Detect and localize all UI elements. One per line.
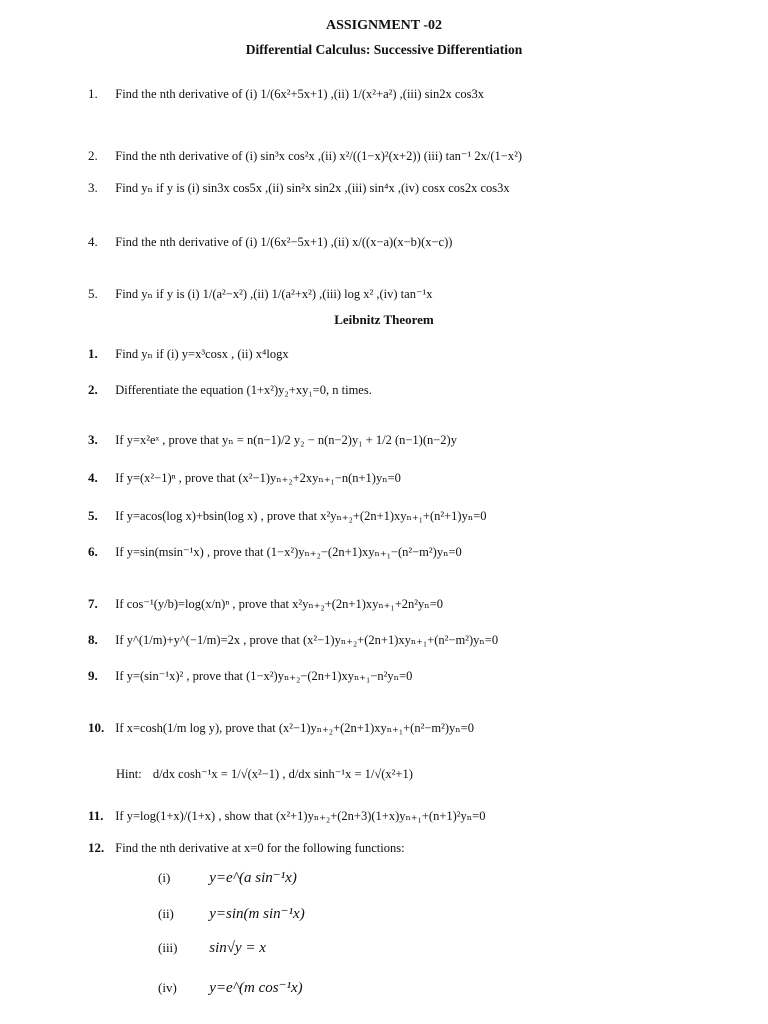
sub-item-ii: (ii) y=sin(m sin⁻¹x) — [158, 906, 305, 922]
hint-text: d/dx cosh⁻¹x = 1/√(x²−1) , d/dx sinh⁻¹x = 1/√(x²+1) — [152, 767, 413, 781]
problem-2-6: 6. If y=sin(msin⁻¹x) , prove that (1−x²)yₙ₊₂−(2n+1)xyₙ₊₁−(n²−m²)yₙ=0 — [88, 544, 462, 559]
problem-text: Find yₙ if y is (i) sin3x cos5x ,(ii) sin²x sin2x ,(iii) sin⁴x ,(iv) cosx cos2x cos3x — [115, 181, 510, 195]
problem-2-5: 5. If y=acos(log x)+bsin(log x) , prove that x²yₙ₊₂+(2n+1)xyₙ₊₁+(n²+1)yₙ=0 — [88, 508, 487, 523]
problem-text: Find the nth derivative at x=0 for the following functions: — [115, 841, 405, 855]
problem-text: If y=(sin⁻¹x)² , prove that (1−x²)yₙ₊₂−(2n+1)xyₙ₊₁−n²yₙ=0 — [115, 669, 413, 683]
problem-text: Find yₙ if y is (i) 1/(a²−x²) ,(ii) 1/(a²+x²) ,(iii) log x² ,(iv) tan⁻¹x — [115, 287, 433, 301]
problem-text: Find yₙ if (i) y=x³cosx , (ii) x⁴logx — [115, 347, 289, 361]
problem-text: If y=log(1+x)/(1+x) , show that (x²+1)yₙ₊₂+(2n+3)(1+x)yₙ₊₁+(n+1)²yₙ=0 — [115, 809, 486, 823]
problem-1-4: 4. Find the nth derivative of (i) 1/(6x²−5x+1) ,(ii) x/((x−a)(x−b)(x−c)) — [88, 234, 453, 249]
problem-2-4: 4. If y=(x²−1)ⁿ , prove that (x²−1)yₙ₊₂+2xyₙ₊₁−n(n+1)yₙ=0 — [88, 470, 401, 485]
page-subtitle: Differential Calculus: Successive Differentiation — [245, 42, 523, 57]
problem-1-1: 1. Find the nth derivative of (i) 1/(6x²+5x+1) ,(ii) 1/(x²+a²) ,(iii) sin2x cos3x — [88, 86, 485, 101]
problem-2-2: 2. Differentiate the equation (1+x²)y₂+xy₁=0, n times. — [88, 382, 372, 397]
problem-text: If cos⁻¹(y/b)=log(x/n)ⁿ , prove that x²yₙ₊₂+(2n+1)xyₙ₊₁+2n²yₙ=0 — [115, 597, 443, 611]
problem-2-7: 7. If cos⁻¹(y/b)=log(x/n)ⁿ , prove that x²yₙ₊₂+(2n+1)xyₙ₊₁+2n²yₙ=0 — [88, 596, 443, 611]
problem-2-9: 9. If y=(sin⁻¹x)² , prove that (1−x²)yₙ₊₂−(2n+1)xyₙ₊₁−n²yₙ=0 — [88, 668, 413, 683]
problem-text: If y=x²eˣ , prove that yₙ = n(n−1)/2 y₂ − n(n−2)y₁ + 1/2 (n−1)(n−2)y — [115, 433, 457, 447]
problem-2-12: 12. Find the nth derivative at x=0 for the following functions: — [88, 840, 405, 855]
page-title: ASSIGNMENT -02 — [325, 18, 443, 33]
problem-2-10: 10. If x=cosh(1/m log y), prove that (x²−1)yₙ₊₂+(2n+1)xyₙ₊₁+(n²−m²)yₙ=0 — [88, 720, 474, 735]
problem-text: Find the nth derivative of (i) 1/(6x²−5x+1) ,(ii) x/((x−a)(x−b)(x−c)) — [115, 235, 453, 249]
sub-item-iv: (iv) y=e^(m cos⁻¹x) — [158, 980, 303, 996]
sub-item-i: (i) y=e^(a sin⁻¹x) — [158, 870, 297, 886]
problem-1-3: 3. Find yₙ if y is (i) sin3x cos5x ,(ii) sin²x sin2x ,(iii) sin⁴x ,(iv) cosx cos2x cos3x — [88, 180, 510, 195]
problem-text: If y^(1/m)+y^(−1/m)=2x , prove that (x²−1)yₙ₊₂+(2n+1)xyₙ₊₁+(n²−m²)yₙ=0 — [115, 633, 499, 647]
problem-2-3: 3. If y=x²eˣ , prove that yₙ = n(n−1)/2 y₂ − n(n−2)y₁ + 1/2 (n−1)(n−2)y — [88, 432, 457, 447]
problem-1-2: 2. Find the nth derivative of (i) sin³x cos²x ,(ii) x²/((1−x)²(x+2)) (iii) tan⁻¹ 2x/(1−x²) — [88, 148, 522, 163]
section-heading-leibnitz: Leibnitz Theorem — [334, 312, 434, 327]
hint — [116, 766, 413, 782]
problem-2-8: 8. If y^(1/m)+y^(−1/m)=2x , prove that (x²−1)yₙ₊₂+(2n+1)xyₙ₊₁+(n²−m²)yₙ=0 — [88, 632, 499, 647]
sub-item-iii: (iii) sin√y = x — [158, 940, 266, 956]
problem-2-11: 11. If y=log(1+x)/(1+x) , show that (x²+1)yₙ₊₂+(2n+3)(1+x)yₙ₊₁+(n+1)²yₙ=0 — [88, 808, 486, 823]
problem-text: If y=(x²−1)ⁿ , prove that (x²−1)yₙ₊₂+2xyₙ₊₁−n(n+1)yₙ=0 — [115, 471, 401, 485]
problem-text: Differentiate the equation (1+x²)y₂+xy₁=0, n times. — [115, 383, 372, 397]
problem-text: Find the nth derivative of (i) sin³x cos²x ,(ii) x²/((1−x)²(x+2)) (iii) tan⁻¹ 2x/(1−x²) — [115, 149, 522, 163]
problem-text: If y=acos(log x)+bsin(log x) , prove that x²yₙ₊₂+(2n+1)xyₙ₊₁+(n²+1)yₙ=0 — [115, 509, 487, 523]
problem-2-1: 1. Find yₙ if (i) y=x³cosx , (ii) x⁴logx — [88, 346, 289, 361]
problem-text: Find the nth derivative of (i) 1/(6x²+5x+1) ,(ii) 1/(x²+a²) ,(iii) sin2x cos3x — [115, 87, 485, 101]
problem-text: If y=sin(msin⁻¹x) , prove that (1−x²)yₙ₊₂−(2n+1)xyₙ₊₁−(n²−m²)yₙ=0 — [115, 545, 462, 559]
problem-text: If x=cosh(1/m log y), prove that (x²−1)yₙ₊₂+(2n+1)xyₙ₊₁+(n²−m²)yₙ=0 — [115, 721, 474, 735]
hint-label: Hint: — [116, 767, 142, 781]
problem-1-5: 5. Find yₙ if y is (i) 1/(a²−x²) ,(ii) 1/(a²+x²) ,(iii) log x² ,(iv) tan⁻¹x — [88, 286, 433, 301]
